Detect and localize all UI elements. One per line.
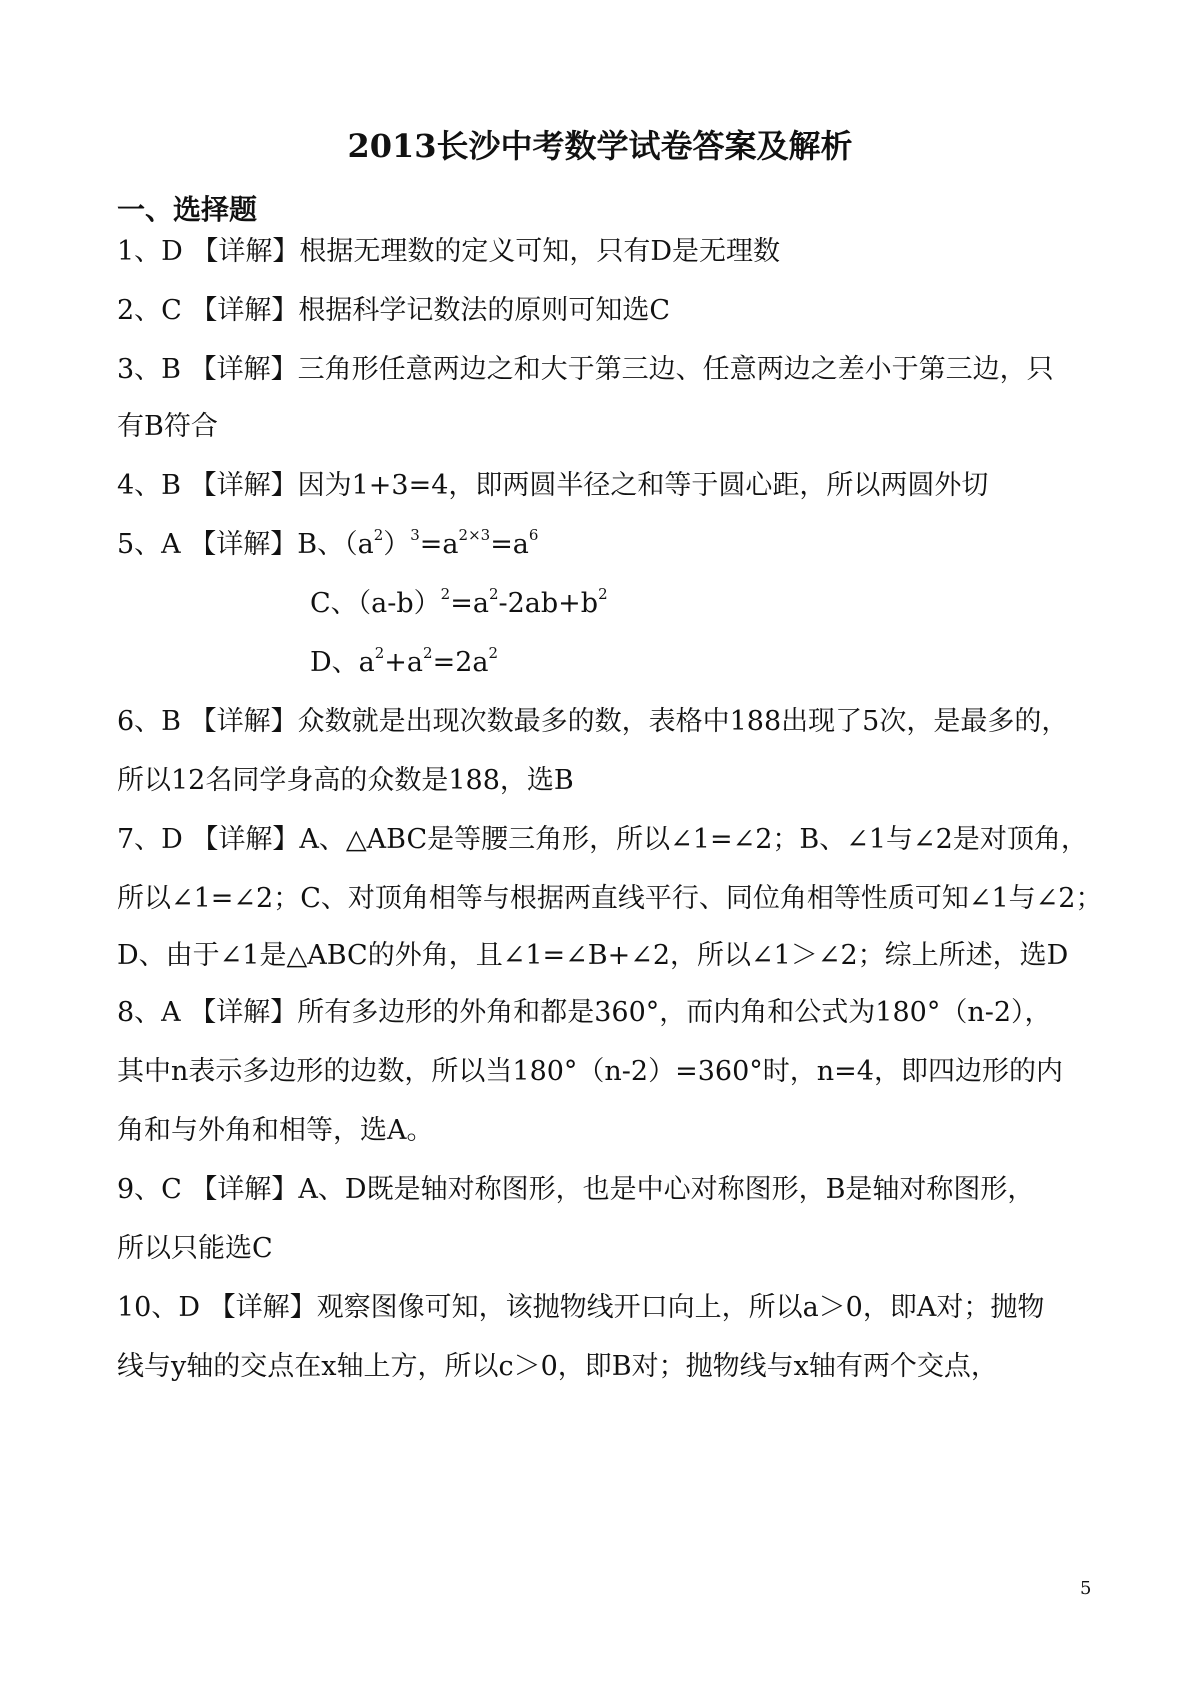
q5-text: -2ab+b	[498, 588, 599, 619]
q5-exp: 2	[374, 644, 385, 662]
answer-line-7-cont1: 所以∠1=∠2；C、对顶角相等与根据两直线平行、同位角相等性质可知∠1与∠2；	[117, 883, 1103, 914]
answer-line-7-cont2: D、由于∠1是△ABC的外角，且∠1=∠B+∠2，所以∠1＞∠2；综上所述，选D	[117, 940, 1069, 971]
answer-line-6-cont: 所以12名同学身高的众数是188，选B	[117, 765, 574, 796]
answer-line-5c	[310, 574, 608, 634]
q5-exp: 2	[423, 644, 433, 662]
q5-exp: 2	[373, 526, 384, 544]
answer-line-8-cont2: 角和与外角和相等，选A。	[117, 1115, 434, 1146]
q5-text: =a	[450, 588, 489, 619]
answer-line-6: 6、B 【详解】众数就是出现次数最多的数，表格中188出现了5次，是最多的，	[117, 706, 1069, 737]
page-number: 5	[1080, 1578, 1092, 1599]
answer-line-1: 1、D 【详解】根据无理数的定义可知，只有D是无理数	[117, 236, 781, 267]
q5-text: =a	[419, 529, 459, 560]
q5-exp: 2	[488, 585, 499, 603]
q5-text: +a	[384, 647, 424, 678]
q5-exp: 6	[528, 526, 539, 544]
answer-line-3: 3、B 【详解】三角形任意两边之和大于第三边、任意两边之差小于第三边，只	[117, 354, 1054, 385]
answer-line-10: 10、D 【详解】观察图像可知，该抛物线开口向上，所以a＞0，即A对；抛物	[117, 1292, 1045, 1323]
q5-exp: 2	[598, 585, 608, 603]
q5-text: =a	[490, 529, 529, 560]
section-heading: 一、选择题	[117, 193, 258, 226]
q5-prefix: 5、A 【详解】B、（a	[117, 529, 374, 560]
answer-line-10-cont: 线与y轴的交点在x轴上方，所以c＞0，即B对；抛物线与x轴有两个交点，	[117, 1351, 998, 1382]
q5-exp: 3	[410, 526, 420, 544]
q5-text: =2a	[432, 647, 489, 678]
q5-exp: 2	[440, 585, 451, 603]
answer-line-5d	[310, 633, 498, 693]
page-title: 2013长沙中考数学试卷答案及解析	[347, 127, 853, 165]
answer-line-2: 2、C 【详解】根据科学记数法的原则可知选C	[117, 295, 671, 326]
answer-line-8-cont1: 其中n表示多边形的边数，所以当180°（n-2）=360°时，n=4，即四边形的内	[117, 1056, 1063, 1087]
answer-line-3-cont: 有B符合	[117, 411, 218, 442]
q5-text: C、（a-b）	[310, 588, 441, 619]
answer-line-8: 8、A 【详解】所有多边形的外角和都是360°，而内角和公式为180°（n-2），	[117, 997, 1052, 1028]
q5-text: D、a	[310, 647, 375, 678]
q5-exp: 2×3	[458, 526, 491, 544]
answer-line-7: 7、D 【详解】A、△ABC是等腰三角形，所以∠1=∠2；B、∠1与∠2是对顶角，	[117, 824, 1088, 855]
answer-line-4: 4、B 【详解】因为1+3=4，即两圆半径之和等于圆心距，所以两圆外切	[117, 470, 989, 501]
q5-text: ）	[383, 529, 411, 560]
answer-line-9: 9、C 【详解】A、D既是轴对称图形，也是中心对称图形，B是轴对称图形，	[117, 1174, 1035, 1205]
answer-line-9-cont: 所以只能选C	[117, 1233, 273, 1264]
q5-exp: 2	[488, 644, 499, 662]
answer-line-5b	[117, 515, 538, 575]
